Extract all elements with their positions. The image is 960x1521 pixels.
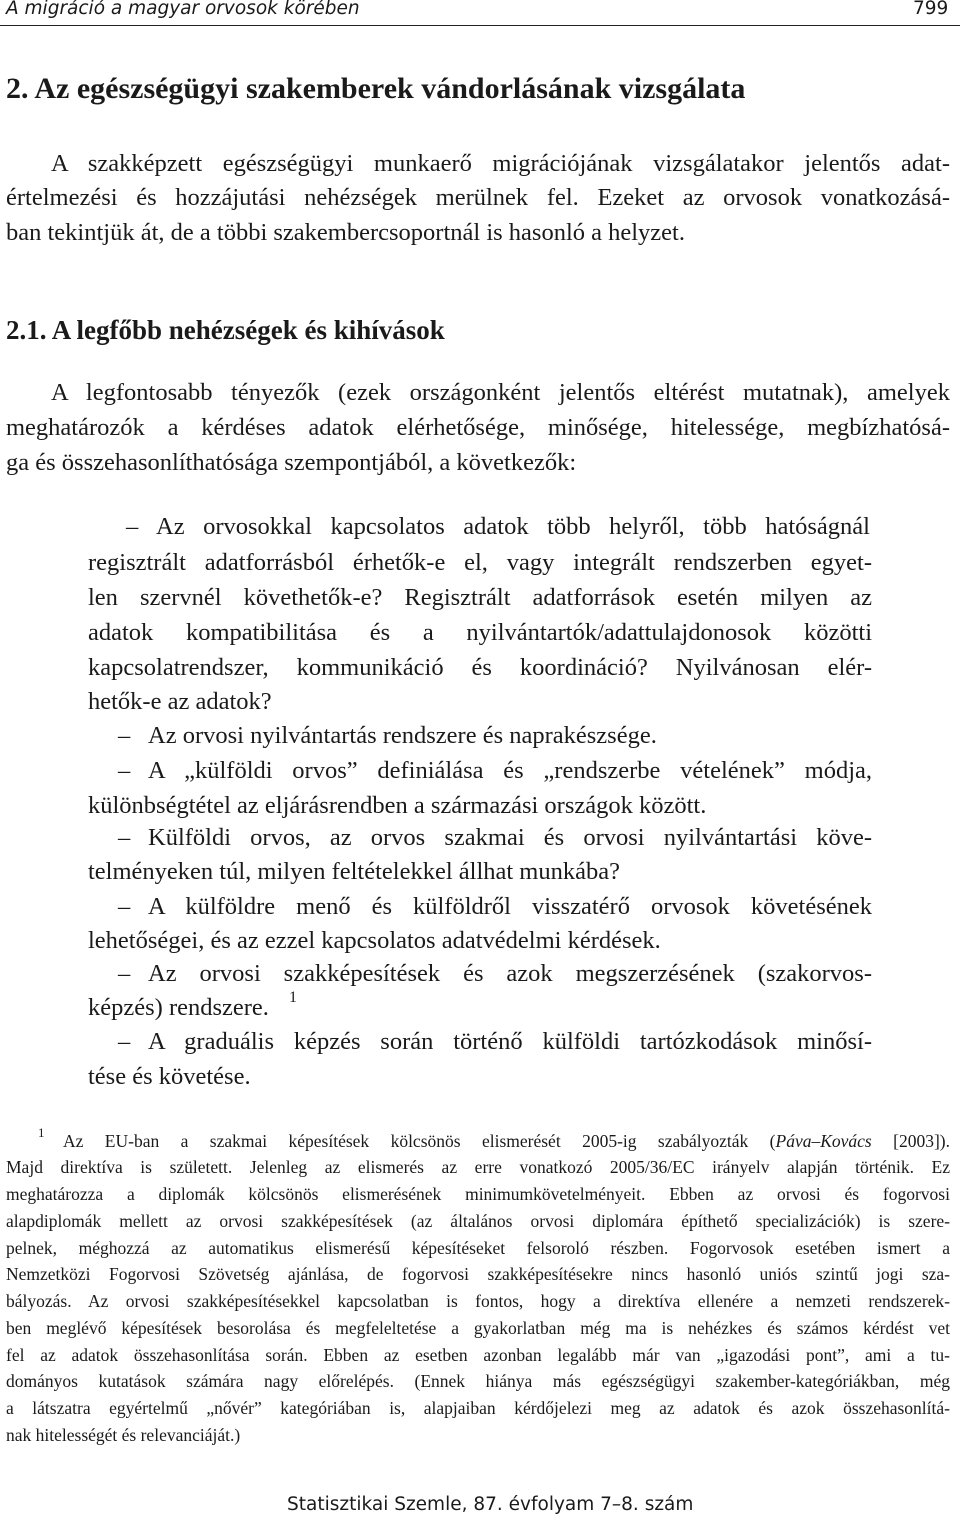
footnote-line: ben meglévő képesítések besorolása és megfeleltetése a gyakorlatban még ma is nehézkes és számos kérdést vet	[6, 1318, 950, 1338]
footnote-line: Nemzetközi Fogorvosi Szövetség ajánlása, de fogorvosi szakképesítésekre nincs hasonló uniós szintű jogi sza-	[6, 1264, 950, 1284]
subsection-heading: 2.1. A legfőbb nehézségek és kihívások	[6, 315, 445, 345]
header-rule	[0, 25, 960, 26]
page-number: 799	[913, 0, 949, 19]
list-item-line: hetők-e az adatok?	[88, 688, 272, 715]
footnote-text: Az EU-ban a szakmai képesítések kölcsönös elismerését 2005-ig szabályozták (	[63, 1131, 776, 1151]
footnote-marker: 1	[38, 1125, 45, 1140]
list-item-line: A „külföldi orvos” definiálása és „rendszerbe vételének” módja,	[148, 757, 872, 784]
footnote-line: pelnek, méghozzá az automatikus elismerésű képesítéseket felsoroló részben. Fogorvosok esetében ismert a	[6, 1238, 950, 1258]
list-item-line: adatok kompatibilitása és a nyilvántartók/adattulajdonosok közötti	[88, 619, 872, 646]
paragraph-line: ga és összehasonlíthatósága szempontjából, a következők:	[6, 449, 577, 476]
paragraph-line: A szakképzett egészségügyi munkaerő migrációjának vizsgálatakor jelentős adat-	[51, 150, 950, 177]
list-item-line: A graduális képzés során történő külföldi tartózkodások minősí-	[148, 1028, 872, 1055]
list-dash: –	[126, 513, 139, 540]
journal-footer: Statisztikai Szemle, 87. évfolyam 7–8. szám	[287, 1494, 694, 1515]
list-item-line: Az orvosokkal kapcsolatos adatok több helyről, több hatóságnál	[156, 513, 870, 540]
footnote-reference: 1	[289, 989, 297, 1006]
footnote-line: nak hitelességét és relevanciáját.)	[6, 1425, 241, 1445]
footnote-line: dományos kutatások számára nagy előrelépés. (Ennek hiánya más egészségügyi szakember-kategóriákban, még	[6, 1371, 950, 1391]
footnote-line: bályozás. Az orvosi szakképesítésekkel kapcsolatban is fontos, hogy a direktíva ellenére a nemzeti rendszerek-	[6, 1291, 950, 1311]
list-item-line: A külföldre menő és külföldről visszatérő orvosok követésének	[148, 893, 872, 920]
running-header-title: A migráció a magyar orvosok körében	[6, 0, 360, 19]
list-dash: –	[118, 824, 131, 851]
paragraph-line: értelmezési és hozzájutási nehézségek merülnek fel. Ezeket az orvosok vonatkozásá-	[6, 184, 950, 211]
list-item-line: Külföldi orvos, az orvos szakmai és orvosi nyilvántartási köve-	[148, 824, 872, 851]
list-dash: –	[118, 722, 131, 749]
footnote-citation-authors: Páva–Kovács	[775, 1131, 872, 1151]
list-item-line: kapcsolatrendszer, kommunikáció és koordináció? Nyilvánosan elér-	[88, 654, 872, 681]
list-dash: –	[118, 757, 131, 784]
list-item-line: len szervnél követhetők-e? Regisztrált adatforrások esetén milyen az	[88, 584, 872, 611]
footnote-line: meghatározza a diplomák kölcsönös elismerésének minimumkövetelményeit. Ebben az orvosi és fogorvosi	[6, 1184, 950, 1204]
footnote-line: Majd direktíva is született. Jelenleg az elismerés az erre vonatkozó 2005/36/EC irányelv alapján történik. Ez	[6, 1157, 950, 1177]
list-dash: –	[118, 893, 131, 920]
section-heading: 2. Az egészségügyi szakemberek vándorlásának vizsgálata	[6, 72, 746, 105]
list-item-line: Az orvosi nyilvántartás rendszere és naprakészsége.	[148, 722, 657, 749]
paragraph-line: meghatározók a kérdéses adatok elérhetősége, minősége, hitelessége, megbízhatósá-	[6, 414, 950, 441]
list-item-line: regisztrált adatforrásból érhetők-e el, vagy integrált rendszerben egyet-	[88, 549, 872, 576]
list-item-line: telményeken túl, milyen feltételekkel állhat munkába?	[88, 858, 620, 885]
list-item-line: Az orvosi szakképesítések és azok megszerzésének (szakorvos-	[148, 960, 872, 987]
list-item-line: lehetőségei, és az ezzel kapcsolatos adatvédelmi kérdések.	[88, 927, 661, 954]
list-item-line: képzés) rendszere.	[88, 994, 269, 1021]
footnote-line	[63, 1133, 950, 1151]
footnote-line: alapdiplomák mellett az orvosi szakképesítések (az általános orvosi diplomára építhető specializációk) is szere-	[6, 1211, 950, 1231]
list-dash: –	[118, 1028, 131, 1055]
footnote-line: fel az adatok összehasonlítása során. Ebben az esetben azonban legalább már van „igazodási pont”, ami a tu-	[6, 1345, 950, 1365]
footnote-text: [2003]).	[871, 1131, 951, 1151]
list-dash: –	[118, 960, 131, 987]
paragraph-line: A legfontosabb tényezők (ezek országonként jelentős eltérést mutatnak), amelyek	[51, 379, 950, 406]
paragraph-line: ban tekintjük át, de a többi szakembercsoportnál is hasonló a helyzet.	[6, 219, 685, 246]
footnote-line: a látszatra egyértelmű „nővér” kategóriában is, alapjaiban kérdőjelezi meg az adatok és azok összehasonlítá-	[6, 1398, 950, 1418]
list-item-line: tése és követése.	[88, 1063, 251, 1090]
list-item-line: különbségtétel az eljárásrendben a származási országok között.	[88, 792, 707, 819]
